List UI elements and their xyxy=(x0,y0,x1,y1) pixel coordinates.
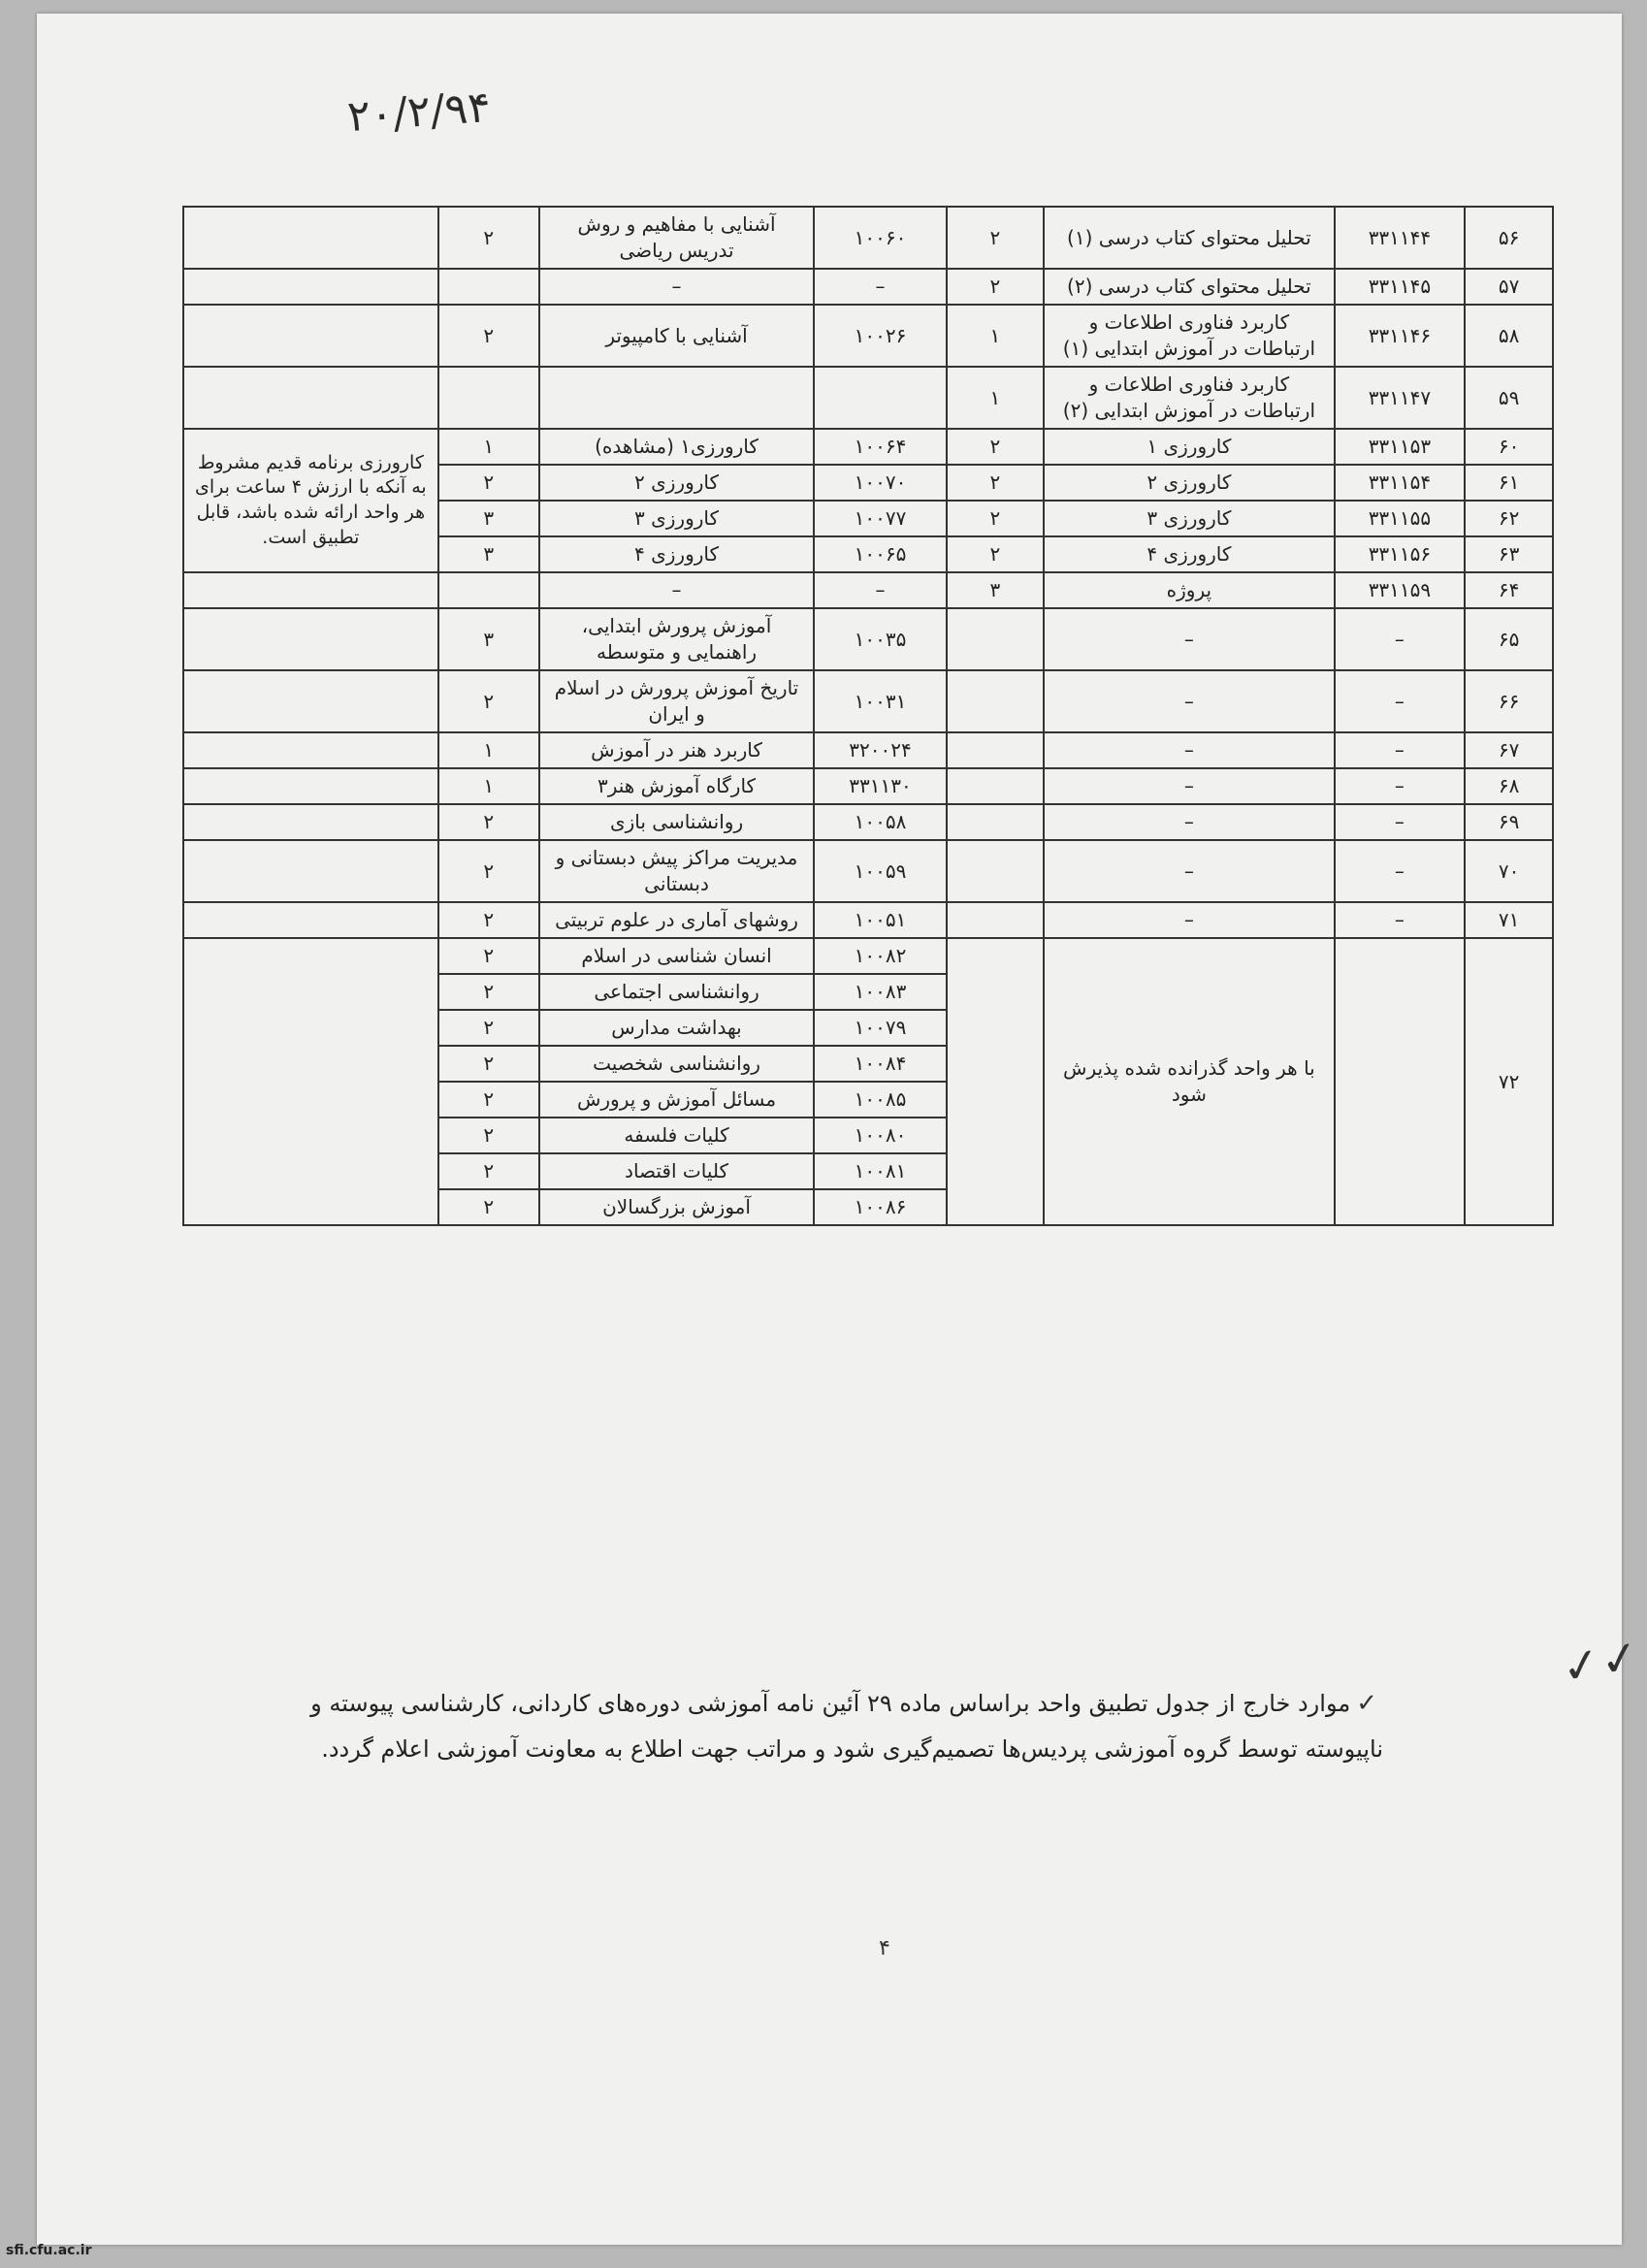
row-number: ۶۸ xyxy=(1465,768,1553,804)
table-row xyxy=(183,670,1553,732)
old-course-units: ۲ xyxy=(438,465,539,501)
note-cell xyxy=(183,207,438,269)
new-course-units: ۲ xyxy=(947,429,1044,465)
old-course-code: ۱۰۰۸۵ xyxy=(814,1082,946,1118)
row-number: ۵۸ xyxy=(1465,305,1553,367)
old-course-title: مسائل آموزش و پرورش xyxy=(539,1082,814,1118)
new-course-code: – xyxy=(1335,670,1466,732)
row-number: ۶۹ xyxy=(1465,804,1553,840)
old-course-units: ۱ xyxy=(438,768,539,804)
old-course-title: بهداشت مدارس xyxy=(539,1010,814,1046)
row-number: ۶۴ xyxy=(1465,572,1553,608)
old-course-code: ۱۰۰۶۰ xyxy=(814,207,946,269)
new-course-units xyxy=(947,768,1044,804)
row-number: ۵۹ xyxy=(1465,367,1553,429)
old-course-title: کارورزی ۳ xyxy=(539,501,814,536)
note-cell xyxy=(183,804,438,840)
table-row xyxy=(183,367,1553,429)
table-row xyxy=(183,732,1553,768)
note-cell xyxy=(183,670,438,732)
old-course-units: ۲ xyxy=(438,1046,539,1082)
old-course-title: کارگاه آموزش هنر۳ xyxy=(539,768,814,804)
new-course-code: ۳۳۱۱۵۵ xyxy=(1335,501,1466,536)
row-number: ۷۲ xyxy=(1465,938,1553,1225)
old-course-units: ۲ xyxy=(438,1010,539,1046)
row-number: ۶۰ xyxy=(1465,429,1553,465)
old-course-code: ۱۰۰۸۱ xyxy=(814,1153,946,1189)
table-row xyxy=(183,902,1553,938)
old-course-units: ۲ xyxy=(438,1153,539,1189)
new-course-title: – xyxy=(1044,804,1334,840)
new-course-units: ۳ xyxy=(947,572,1044,608)
old-course-units: ۲ xyxy=(438,938,539,974)
new-course-units: ۲ xyxy=(947,269,1044,305)
old-course-title: کلیات فلسفه xyxy=(539,1118,814,1153)
old-course-code: ۱۰۰۷۷ xyxy=(814,501,946,536)
old-course-units: ۲ xyxy=(438,804,539,840)
row-number: ۶۳ xyxy=(1465,536,1553,572)
new-course-title: – xyxy=(1044,840,1334,902)
old-course-title: کارورزی ۲ xyxy=(539,465,814,501)
old-course-title: انسان شناسی در اسلام xyxy=(539,938,814,974)
table-row xyxy=(183,938,1553,974)
old-course-code: ۱۰۰۳۵ xyxy=(814,608,946,670)
old-course-units: ۳ xyxy=(438,536,539,572)
old-course-title: روانشناسی اجتماعی xyxy=(539,974,814,1010)
old-course-units: ۲ xyxy=(438,1082,539,1118)
new-course-title: کاربرد فناوری اطلاعات و ارتباطات در آموزش ابتدایی (۲) xyxy=(1044,367,1334,429)
old-course-code: ۱۰۰۵۱ xyxy=(814,902,946,938)
row-number: ۶۶ xyxy=(1465,670,1553,732)
old-course-code: ۱۰۰۶۵ xyxy=(814,536,946,572)
new-course-units: ۱ xyxy=(947,305,1044,367)
old-course-units: ۲ xyxy=(438,902,539,938)
footnote-text: موارد خارج از جدول تطبیق واحد براساس ماده ۲۹ آئین نامه آموزشی دوره‌های کاردانی، کارشناسی پیوسته و ناپیوسته توسط گروه آموزشی پردیس‌ها تصمیم‌گیری شود و مراتب جهت اطلاع به معاونت آموزشی اعلام گردد. xyxy=(310,1690,1383,1764)
old-course-title: روشهای آماری در علوم تربیتی xyxy=(539,902,814,938)
old-course-title: کاربرد هنر در آموزش xyxy=(539,732,814,768)
new-course-code: – xyxy=(1335,768,1466,804)
note-cell: کارورزی برنامه قدیم مشروط به آنکه با ارزش ۴ ساعت برای هر واحد ارائه شده باشد، قابل تطبیق است. xyxy=(183,429,438,572)
new-course-title: – xyxy=(1044,732,1334,768)
row-number: ۵۶ xyxy=(1465,207,1553,269)
row-number: ۷۱ xyxy=(1465,902,1553,938)
new-course-code: ۳۳۱۱۵۶ xyxy=(1335,536,1466,572)
old-course-units: ۲ xyxy=(438,305,539,367)
new-course-units xyxy=(947,732,1044,768)
note-cell xyxy=(183,572,438,608)
page-number: ۴ xyxy=(879,1936,890,1960)
old-course-code: – xyxy=(814,269,946,305)
new-course-title: کاربرد فناوری اطلاعات و ارتباطات در آموزش ابتدایی (۱) xyxy=(1044,305,1334,367)
table-row xyxy=(183,305,1553,367)
course-equivalence-table xyxy=(182,206,1554,1226)
old-course-title: مدیریت مراکز پیش دبستانی و دبستانی xyxy=(539,840,814,902)
new-course-code: ۳۳۱۱۴۴ xyxy=(1335,207,1466,269)
old-course-title: – xyxy=(539,572,814,608)
old-course-code: ۱۰۰۵۹ xyxy=(814,840,946,902)
note-cell xyxy=(183,938,438,1225)
new-course-units: ۲ xyxy=(947,536,1044,572)
old-course-code: ۱۰۰۲۶ xyxy=(814,305,946,367)
new-course-title: – xyxy=(1044,670,1334,732)
new-course-units xyxy=(947,938,1044,1225)
new-course-units xyxy=(947,804,1044,840)
table-row xyxy=(183,608,1553,670)
new-course-title: – xyxy=(1044,768,1334,804)
new-course-units: ۲ xyxy=(947,207,1044,269)
old-course-title: روانشناسی بازی xyxy=(539,804,814,840)
old-course-title xyxy=(539,367,814,429)
old-course-code: ۱۰۰۸۴ xyxy=(814,1046,946,1082)
new-course-title: کارورزی ۱ xyxy=(1044,429,1334,465)
new-course-title: تحلیل محتوای کتاب درسی (۲) xyxy=(1044,269,1334,305)
old-course-title: تاریخ آموزش پرورش در اسلام و ایران xyxy=(539,670,814,732)
check-mark-icon: ✓ xyxy=(1356,1689,1377,1718)
new-course-code: ۳۳۱۱۵۳ xyxy=(1335,429,1466,465)
old-course-code: ۱۰۰۶۴ xyxy=(814,429,946,465)
old-course-title: آموزش بزرگسالان xyxy=(539,1189,814,1225)
old-course-code: ۱۰۰۳۱ xyxy=(814,670,946,732)
new-course-units xyxy=(947,670,1044,732)
new-course-units xyxy=(947,840,1044,902)
old-course-units: ۳ xyxy=(438,608,539,670)
note-cell xyxy=(183,367,438,429)
new-course-code: – xyxy=(1335,840,1466,902)
new-course-title: کارورزی ۴ xyxy=(1044,536,1334,572)
new-course-code: – xyxy=(1335,902,1466,938)
handwritten-mark: ✓✓ xyxy=(1557,1629,1644,1697)
new-course-units: ۲ xyxy=(947,465,1044,501)
table-row xyxy=(183,207,1553,269)
old-course-units: ۲ xyxy=(438,1189,539,1225)
old-course-code: ۱۰۰۸۲ xyxy=(814,938,946,974)
new-course-code: – xyxy=(1335,608,1466,670)
table-row xyxy=(183,429,1553,465)
site-watermark: sfi.cfu.ac.ir xyxy=(6,2243,92,2258)
row-number: ۶۷ xyxy=(1465,732,1553,768)
new-course-title: – xyxy=(1044,608,1334,670)
table-row xyxy=(183,269,1553,305)
new-course-code: – xyxy=(1335,804,1466,840)
old-course-units: ۲ xyxy=(438,1118,539,1153)
new-course-title: با هر واحد گذرانده شده پذیرش شود xyxy=(1044,938,1334,1225)
old-course-units xyxy=(438,572,539,608)
row-number: ۷۰ xyxy=(1465,840,1553,902)
note-cell xyxy=(183,269,438,305)
old-course-code: ۱۰۰۸۶ xyxy=(814,1189,946,1225)
old-course-title: آشنایی با کامپیوتر xyxy=(539,305,814,367)
old-course-units: ۲ xyxy=(438,974,539,1010)
old-course-units xyxy=(438,367,539,429)
old-course-code: – xyxy=(814,572,946,608)
row-number: ۶۲ xyxy=(1465,501,1553,536)
old-course-code: ۳۳۱۱۳۰ xyxy=(814,768,946,804)
table-row xyxy=(183,768,1553,804)
new-course-title: تحلیل محتوای کتاب درسی (۱) xyxy=(1044,207,1334,269)
old-course-title: آموزش پرورش ابتدایی، راهنمایی و متوسطه xyxy=(539,608,814,670)
note-cell xyxy=(183,608,438,670)
handwritten-date: ۲۰/۲/۹۴ xyxy=(345,81,493,143)
old-course-code: ۱۰۰۸۰ xyxy=(814,1118,946,1153)
note-cell xyxy=(183,768,438,804)
old-course-title: کارورزی ۴ xyxy=(539,536,814,572)
note-cell xyxy=(183,732,438,768)
note-cell xyxy=(183,305,438,367)
old-course-title: – xyxy=(539,269,814,305)
new-course-units: ۱ xyxy=(947,367,1044,429)
new-course-units xyxy=(947,902,1044,938)
new-course-code: ۳۳۱۱۴۵ xyxy=(1335,269,1466,305)
row-number: ۶۱ xyxy=(1465,465,1553,501)
row-number: ۵۷ xyxy=(1465,269,1553,305)
new-course-code: ۳۳۱۱۵۴ xyxy=(1335,465,1466,501)
old-course-title: کلیات اقتصاد xyxy=(539,1153,814,1189)
footnote xyxy=(310,1680,1383,1772)
new-course-title: پروژه xyxy=(1044,572,1334,608)
old-course-title: روانشناسی شخصیت xyxy=(539,1046,814,1082)
new-course-code: ۳۳۱۱۴۶ xyxy=(1335,305,1466,367)
new-course-units xyxy=(947,608,1044,670)
old-course-code: ۳۲۰۰۲۴ xyxy=(814,732,946,768)
table-row xyxy=(183,840,1553,902)
old-course-units: ۲ xyxy=(438,670,539,732)
old-course-units: ۱ xyxy=(438,429,539,465)
old-course-units: ۱ xyxy=(438,732,539,768)
new-course-title: کارورزی ۳ xyxy=(1044,501,1334,536)
new-course-title: کارورزی ۲ xyxy=(1044,465,1334,501)
table-row xyxy=(183,572,1553,608)
table-row xyxy=(183,804,1553,840)
row-number: ۶۵ xyxy=(1465,608,1553,670)
new-course-code: ۳۳۱۱۵۹ xyxy=(1335,572,1466,608)
old-course-units: ۲ xyxy=(438,840,539,902)
new-course-units: ۲ xyxy=(947,501,1044,536)
new-course-code xyxy=(1335,938,1466,1225)
old-course-units xyxy=(438,269,539,305)
old-course-code: ۱۰۰۷۹ xyxy=(814,1010,946,1046)
new-course-title: – xyxy=(1044,902,1334,938)
old-course-code: ۱۰۰۵۸ xyxy=(814,804,946,840)
old-course-title: کارورزی۱ (مشاهده) xyxy=(539,429,814,465)
old-course-units: ۳ xyxy=(438,501,539,536)
old-course-code: ۱۰۰۷۰ xyxy=(814,465,946,501)
note-cell xyxy=(183,840,438,902)
old-course-title: آشنایی با مفاهیم و روش تدریس ریاضی xyxy=(539,207,814,269)
new-course-code: ۳۳۱۱۴۷ xyxy=(1335,367,1466,429)
old-course-code: ۱۰۰۸۳ xyxy=(814,974,946,1010)
old-course-code xyxy=(814,367,946,429)
note-cell xyxy=(183,902,438,938)
new-course-code: – xyxy=(1335,732,1466,768)
old-course-units: ۲ xyxy=(438,207,539,269)
